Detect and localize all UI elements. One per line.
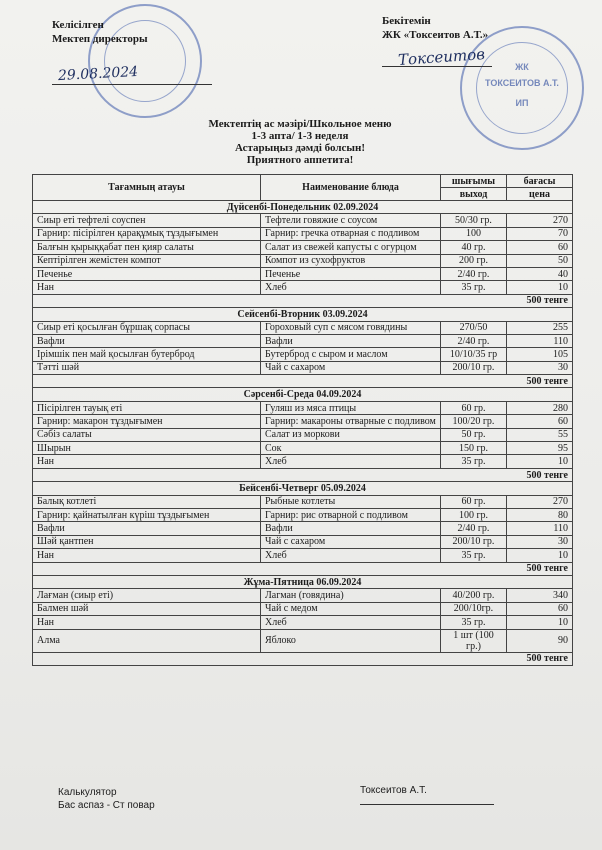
portion-cell: 2/40 гр. — [441, 334, 507, 347]
entrepreneur-label: ЖК «Токсеитов А.Т.» — [382, 29, 489, 41]
day-title: Сейсенбі-Вторник 03.09.2024 — [33, 308, 573, 321]
menu-row — [33, 401, 573, 414]
title-line-4: Приятного аппетита! — [246, 154, 354, 166]
day-total-row — [33, 468, 573, 481]
dish-name-kz: Сиыр еті тефтелі соуспен — [33, 214, 261, 227]
dish-name-ru: Тефтели говяжие с соусом — [261, 214, 441, 227]
footer-left — [58, 786, 155, 812]
price-cell: 70 — [507, 227, 573, 240]
day-total: 500 тенге — [33, 375, 573, 388]
portion-cell: 2/40 гр. — [441, 522, 507, 535]
dish-name-ru: Печенье — [261, 267, 441, 280]
menu-row — [33, 267, 573, 280]
dish-name-ru: Вафли — [261, 334, 441, 347]
price-cell: 270 — [507, 214, 573, 227]
dish-name-ru: Гуляш из мяса птицы — [261, 401, 441, 414]
menu-row — [33, 334, 573, 347]
portion-cell: 35 гр. — [441, 616, 507, 629]
day-total-row — [33, 375, 573, 388]
portion-cell: 60 гр. — [441, 495, 507, 508]
day-header-row — [33, 388, 573, 401]
portion-cell: 100 — [441, 227, 507, 240]
day-total: 500 тенге — [33, 652, 573, 665]
portion-cell: 2/40 гр. — [441, 267, 507, 280]
stamp-text-3: ИП — [515, 98, 529, 108]
price-cell: 10 — [507, 281, 573, 294]
menu-row — [33, 361, 573, 374]
stamp-text-1: ЖК — [515, 62, 529, 72]
dish-name-ru: Хлеб — [261, 549, 441, 562]
portion-cell: 35 гр. — [441, 281, 507, 294]
title-line-2: 1-3 апта/ 1-3 неделя — [251, 130, 349, 142]
portion-cell: 1 шт (100 гр.) — [441, 629, 507, 652]
menu-row — [33, 321, 573, 334]
handwritten-signature: Токсеитов — [397, 44, 486, 70]
dish-name-ru: Рыбные котлеты — [261, 495, 441, 508]
dish-name-ru: Гарнир: гречка отварная с подливом — [261, 227, 441, 240]
day-header-row — [33, 308, 573, 321]
day-header-row — [33, 201, 573, 214]
price-cell: 110 — [507, 334, 573, 347]
approval-left — [52, 18, 148, 46]
menu-row — [33, 508, 573, 521]
agreed-label: Келісілген — [52, 19, 104, 31]
dish-name-kz: Пісірілген тауық еті — [33, 401, 261, 414]
price-cell: 60 — [507, 241, 573, 254]
menu-row — [33, 535, 573, 548]
dish-name-ru: Бутерброд с сыром и маслом — [261, 348, 441, 361]
dish-name-kz: Шырын — [33, 442, 261, 455]
dish-name-ru: Сок — [261, 442, 441, 455]
day-total-row — [33, 652, 573, 665]
menu-row — [33, 616, 573, 629]
dish-name-kz: Нан — [33, 281, 261, 294]
menu-row — [33, 428, 573, 441]
price-cell: 90 — [507, 629, 573, 652]
calculator-label: Калькулятор — [58, 787, 117, 798]
dish-name-kz: Нан — [33, 455, 261, 468]
portion-cell: 10/10/35 гр — [441, 348, 507, 361]
menu-row — [33, 227, 573, 240]
dish-name-kz: Шәй қантпен — [33, 535, 261, 548]
dish-name-ru: Чай с сахаром — [261, 535, 441, 548]
price-cell: 50 — [507, 254, 573, 267]
approval-right — [382, 14, 488, 42]
dish-name-ru: Хлеб — [261, 281, 441, 294]
menu-row — [33, 241, 573, 254]
menu-row — [33, 522, 573, 535]
menu-body — [33, 201, 573, 666]
dish-name-ru: Гарнир: макароны отварные с подливом — [261, 415, 441, 428]
dish-name-ru: Хлеб — [261, 616, 441, 629]
portion-cell: 50 гр. — [441, 428, 507, 441]
price-cell: 255 — [507, 321, 573, 334]
dish-name-ru: Гороховый суп с мясом говядины — [261, 321, 441, 334]
stamp-text-2: ТОКСЕИТОВ А.Т. — [485, 78, 559, 88]
day-total-row — [33, 294, 573, 307]
portion-cell: 200 гр. — [441, 254, 507, 267]
price-cell: 280 — [507, 401, 573, 414]
dish-name-kz: Лағман (сиыр еті) — [33, 589, 261, 602]
portion-cell: 35 гр. — [441, 455, 507, 468]
dish-name-kz: Нан — [33, 549, 261, 562]
title-line-3: Астарыңыз дәмді болсын! — [234, 142, 366, 154]
dish-name-ru: Салат из свежей капусты с огурцом — [261, 241, 441, 254]
price-cell: 55 — [507, 428, 573, 441]
dish-name-kz: Алма — [33, 629, 261, 652]
day-total: 500 тенге — [33, 562, 573, 575]
dish-name-ru: Компот из сухофруктов — [261, 254, 441, 267]
day-title: Сәрсенбі-Среда 04.09.2024 — [33, 388, 573, 401]
footer-signature-line — [360, 804, 494, 805]
menu-row — [33, 415, 573, 428]
portion-cell: 100/20 гр. — [441, 415, 507, 428]
table-header-row — [33, 175, 573, 188]
menu-row — [33, 455, 573, 468]
day-total: 500 тенге — [33, 294, 573, 307]
price-cell: 10 — [507, 616, 573, 629]
dish-name-ru: Гарнир: рис отварной с подливом — [261, 508, 441, 521]
header-price-kz: бағасы — [507, 175, 573, 188]
portion-cell: 150 гр. — [441, 442, 507, 455]
dish-name-kz: Гарнир: қайнатылған күріш тұздығымен — [33, 508, 261, 521]
menu-title — [150, 118, 450, 166]
price-cell: 110 — [507, 522, 573, 535]
price-cell: 105 — [507, 348, 573, 361]
dish-name-ru: Чай с медом — [261, 602, 441, 615]
signature-line-right — [382, 66, 492, 67]
dish-name-kz: Балғын қырыққабат пен қияр салаты — [33, 241, 261, 254]
menu-row — [33, 214, 573, 227]
dish-name-kz: Ірімшік пен май қосылған бутерброд — [33, 348, 261, 361]
menu-row — [33, 629, 573, 652]
day-header-row — [33, 482, 573, 495]
director-label: Мектеп директоры — [52, 33, 148, 45]
day-header-row — [33, 575, 573, 588]
header-portion-kz: шығымы — [441, 175, 507, 188]
menu-row — [33, 549, 573, 562]
portion-cell: 200/10гр. — [441, 602, 507, 615]
day-total: 500 тенге — [33, 468, 573, 481]
approve-label: Бекітемін — [382, 15, 431, 27]
portion-cell: 40 гр. — [441, 241, 507, 254]
dish-name-kz: Балмен шәй — [33, 602, 261, 615]
dish-name-kz: Печенье — [33, 267, 261, 280]
header-price-ru: цена — [507, 188, 573, 201]
dish-name-kz: Вафли — [33, 522, 261, 535]
price-cell: 95 — [507, 442, 573, 455]
day-title: Бейсенбі-Четверг 05.09.2024 — [33, 482, 573, 495]
dish-name-kz: Вафли — [33, 334, 261, 347]
price-cell: 60 — [507, 602, 573, 615]
menu-row — [33, 254, 573, 267]
portion-cell: 50/30 гр. — [441, 214, 507, 227]
menu-row — [33, 589, 573, 602]
dish-name-kz: Сиыр еті қосылған бұршақ сорпасы — [33, 321, 261, 334]
footer-signatory: Токсеитов А.Т. — [360, 785, 427, 796]
price-cell: 80 — [507, 508, 573, 521]
menu-row — [33, 281, 573, 294]
price-cell: 10 — [507, 455, 573, 468]
price-cell: 40 — [507, 267, 573, 280]
portion-cell: 270/50 — [441, 321, 507, 334]
price-cell: 10 — [507, 549, 573, 562]
dish-name-kz: Кептірілген жемістен компот — [33, 254, 261, 267]
title-line-1: Мектептің ас мәзірі/Школьное меню — [208, 118, 392, 130]
price-cell: 30 — [507, 535, 573, 548]
chef-label: Бас аспаз - Ст повар — [58, 800, 155, 811]
day-title: Дүйсенбі-Понедельник 02.09.2024 — [33, 201, 573, 214]
handwritten-date: 29.08.2024 — [57, 63, 139, 85]
footer-right — [360, 784, 427, 797]
menu-table — [32, 174, 573, 666]
dish-name-ru: Салат из моркови — [261, 428, 441, 441]
dish-name-ru: Яблоко — [261, 629, 441, 652]
price-cell: 60 — [507, 415, 573, 428]
portion-cell: 200/10 гр. — [441, 535, 507, 548]
portion-cell: 200/10 гр. — [441, 361, 507, 374]
dish-name-kz: Сәбіз салаты — [33, 428, 261, 441]
menu-row — [33, 348, 573, 361]
menu-row — [33, 495, 573, 508]
day-title: Жұма-Пятница 06.09.2024 — [33, 575, 573, 588]
menu-row — [33, 602, 573, 615]
price-cell: 30 — [507, 361, 573, 374]
portion-cell: 40/200 гр. — [441, 589, 507, 602]
menu-row — [33, 442, 573, 455]
portion-cell: 60 гр. — [441, 401, 507, 414]
dish-name-kz: Балық котлеті — [33, 495, 261, 508]
header-name-kz: Тағамның атауы — [33, 175, 261, 201]
price-cell: 340 — [507, 589, 573, 602]
dish-name-kz: Тәтті шәй — [33, 361, 261, 374]
dish-name-ru: Вафли — [261, 522, 441, 535]
signature-line-left — [52, 84, 212, 85]
header-portion-ru: выход — [441, 188, 507, 201]
dish-name-kz: Нан — [33, 616, 261, 629]
dish-name-kz: Гарнир: макарон тұздығымен — [33, 415, 261, 428]
day-total-row — [33, 562, 573, 575]
portion-cell: 100 гр. — [441, 508, 507, 521]
header-name-ru: Наименование блюда — [261, 175, 441, 201]
dish-name-ru: Чай с сахаром — [261, 361, 441, 374]
dish-name-kz: Гарнир: пісірілген қарақұмық тұздығымен — [33, 227, 261, 240]
price-cell: 270 — [507, 495, 573, 508]
dish-name-ru: Лагман (говядина) — [261, 589, 441, 602]
portion-cell: 35 гр. — [441, 549, 507, 562]
dish-name-ru: Хлеб — [261, 455, 441, 468]
